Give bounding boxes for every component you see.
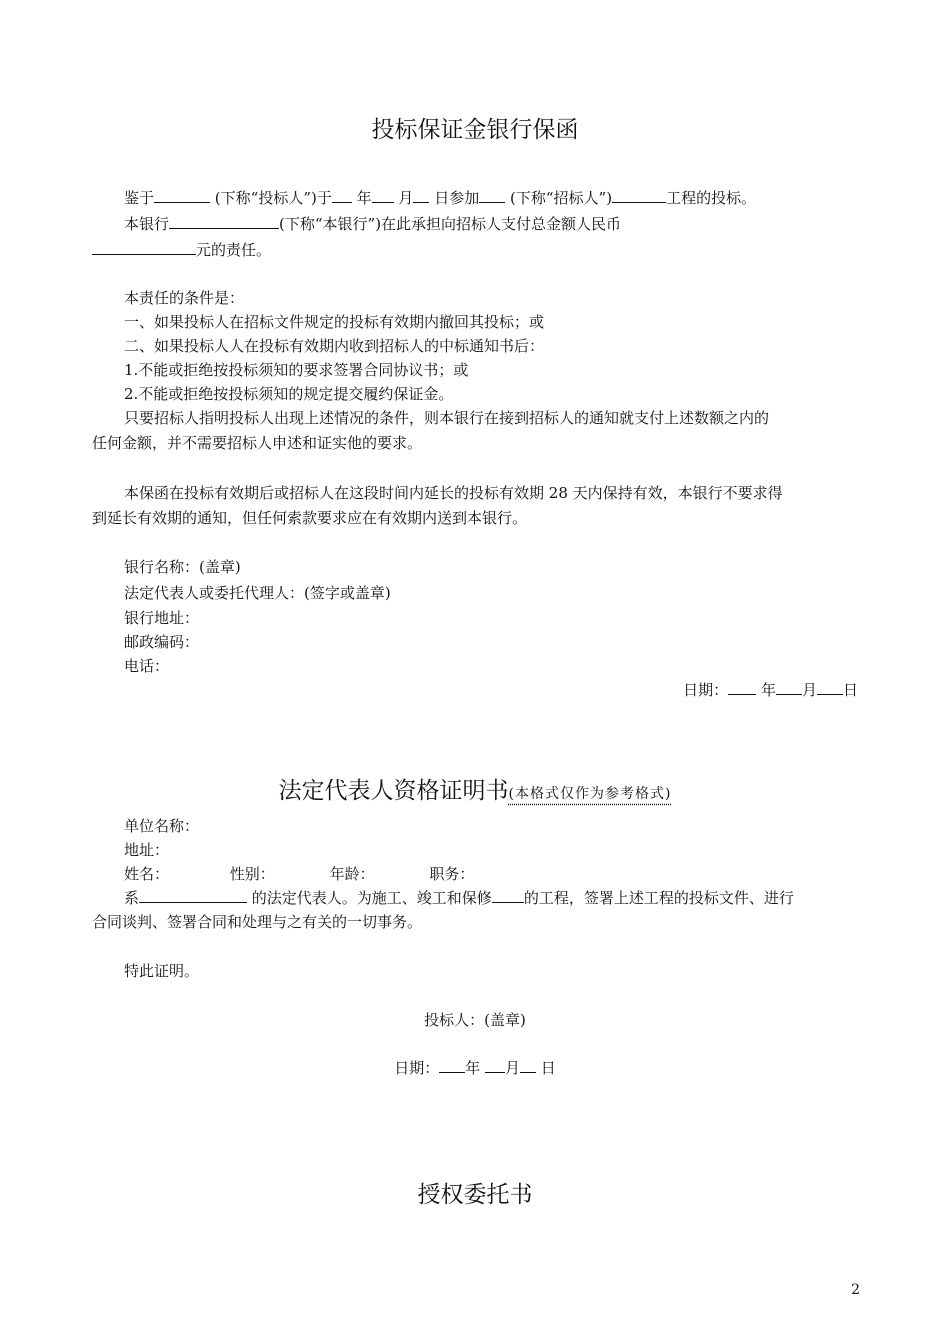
conditions-heading: 本责任的条件是： — [124, 289, 245, 307]
blank-date-day[interactable] — [817, 680, 843, 695]
certificate-title: 法定代表人资格证明书 — [278, 778, 509, 804]
certify-text: 特此证明。 — [124, 962, 200, 980]
unit-name-field: 单位名称： — [124, 817, 200, 835]
postal-code-field: 邮政编码： — [124, 633, 200, 651]
blank-project[interactable] — [612, 188, 666, 203]
blank-cert-month[interactable] — [485, 1058, 505, 1073]
representative-field: 法定代表人或委托代理人：(签字或盖章) — [124, 584, 391, 602]
blank-bank[interactable] — [169, 214, 279, 229]
validity-paragraph-line-2: 到延长有效期的通知，但任何索款要求应在有效期内送到本银行。 — [92, 509, 528, 527]
authorization-title: 授权委托书 — [417, 1182, 533, 1208]
blank-bidder[interactable] — [154, 188, 210, 203]
condition-1: 一、如果投标人在招标文件规定的投标有效期内撤回其投标；或 — [124, 313, 545, 331]
blank-cert-day[interactable] — [520, 1058, 536, 1073]
blank-date-year[interactable] — [728, 680, 756, 695]
certificate-date: 日期： 年 月 日 — [394, 1059, 556, 1077]
guarantee-line-3: 元的责任。 — [92, 240, 862, 260]
blank-works[interactable] — [492, 888, 524, 903]
representative-statement-line-2: 合同谈判、签署合同和处理与之有关的一切事务。 — [92, 913, 423, 931]
page-number: 2 — [851, 1282, 860, 1298]
blank-day[interactable] — [413, 188, 429, 203]
condition-2-2: 2.不能或拒绝按投标须知的规定提交履约保证金。 — [124, 385, 454, 403]
condition-2-1: 1.不能或拒绝按投标须知的要求签署合同协议书；或 — [124, 361, 469, 379]
condition-2: 二、如果投标人人在投标有效期内收到招标人的中标通知书后： — [124, 337, 545, 355]
validity-paragraph-line-1: 本保函在投标有效期后或招标人在这段时间内延长的投标有效期 28 天内保持有效，本银行不要求得 — [124, 484, 783, 502]
blank-tenderer[interactable] — [479, 188, 505, 203]
blank-company[interactable] — [139, 888, 247, 903]
payment-paragraph-line-2: 任何金额，并不需要招标人申述和证实他的要求。 — [92, 434, 423, 452]
blank-year[interactable] — [332, 188, 352, 203]
payment-paragraph-line-1: 只要招标人指明投标人出现上述情况的条件，则本银行在接到招标人的通知就支付上述数额之内的 — [124, 409, 770, 427]
blank-cert-year[interactable] — [439, 1058, 465, 1073]
bank-address-field: 银行地址： — [124, 609, 200, 627]
blank-amount[interactable] — [92, 240, 196, 255]
guarantee-line-2: 本银行 (下称“本银行”)在此承担向招标人支付总金额人民币 — [124, 215, 622, 233]
guarantee-title: 投标保证金银行保函 — [371, 117, 579, 143]
certificate-note: (本格式仅作为参考格式) — [508, 786, 672, 802]
bank-name-field: 银行名称：(盖章) — [124, 558, 241, 576]
bidder-seal-line: 投标人：(盖章) — [424, 1011, 526, 1029]
address-field: 地址： — [124, 841, 170, 859]
guarantee-date: 日期： 年 月 日 — [683, 681, 858, 699]
blank-month[interactable] — [372, 188, 394, 203]
certificate-title-line — [0, 776, 950, 809]
representative-statement-line-1: 系 的法定代表人。为施工、竣工和保修 的工程，签署上述工程的投标文件、进行 — [124, 889, 794, 907]
blank-date-month[interactable] — [776, 680, 802, 695]
personal-info-row: 姓名： 性别： 年龄： 职务： — [124, 865, 475, 883]
guarantee-line-1: 鉴于 (下称“投标人”)于 年 月 日参加 (下称“招标人”) 工程的投标。 — [124, 189, 757, 207]
phone-field: 电话： — [124, 657, 170, 675]
